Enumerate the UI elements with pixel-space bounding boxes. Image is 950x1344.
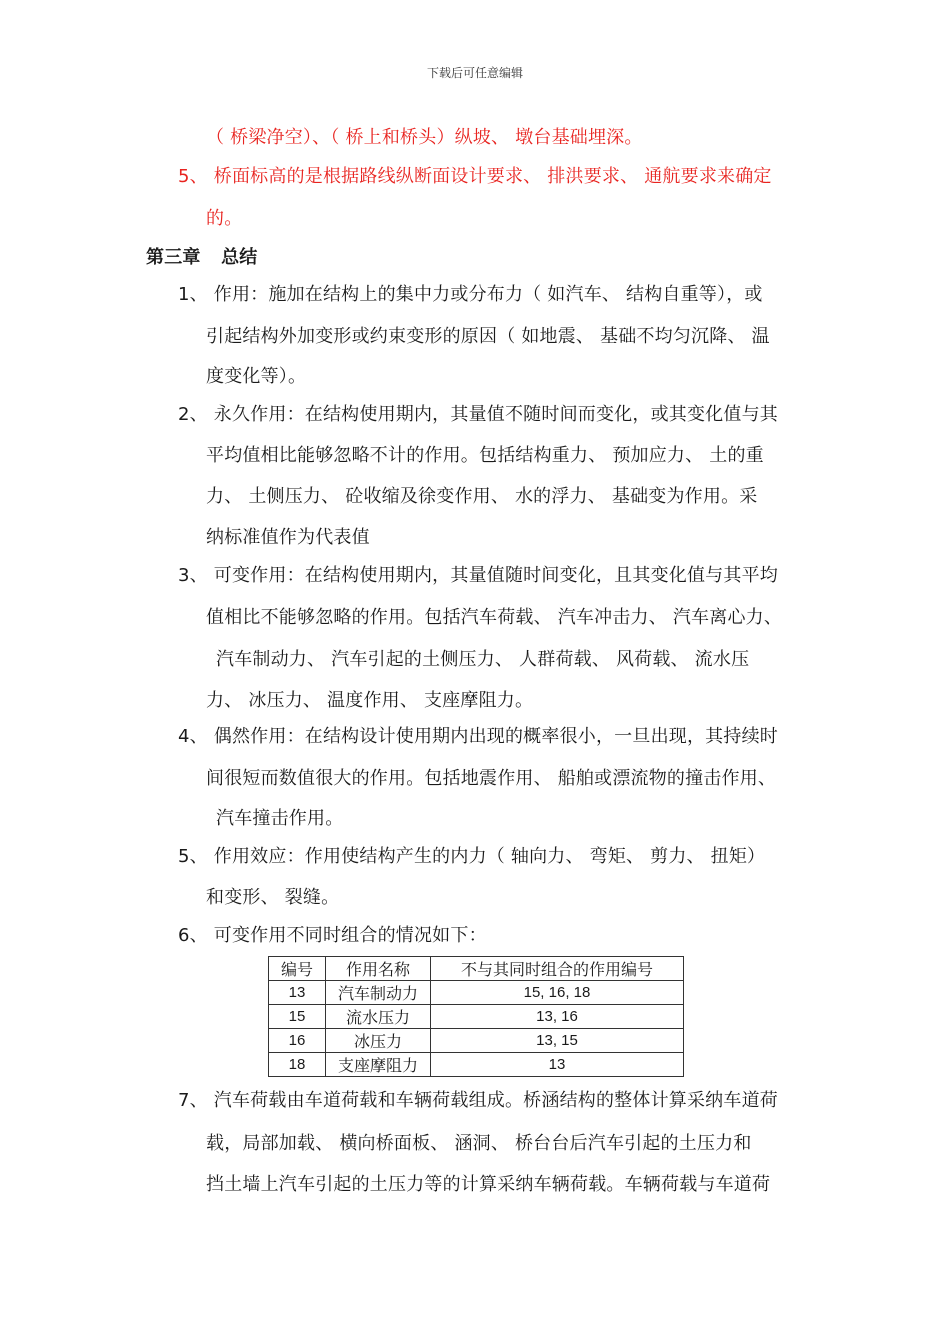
text-line: 值相比不能够忽略的作用。包括汽车荷载、 汽车冲击力、 汽车离心力、: [206, 607, 783, 628]
table-cell: 13: [431, 1053, 684, 1077]
table-cell: 15: [269, 1005, 326, 1029]
table-cell: 冰压力: [326, 1029, 431, 1053]
combination-table: [268, 956, 684, 1077]
text-line: 汽车撞击作用。: [216, 808, 344, 829]
table-cell: 15, 16, 18: [431, 981, 684, 1005]
text-line: 7、 汽车荷载由车道荷载和车辆荷载组成。桥涵结构的整体计算采纳车道荷: [178, 1090, 778, 1111]
table-row: [269, 981, 684, 1005]
text-line: 挡土墙上汽车引起的土压力等的计算采纳车辆荷载。车辆荷载与车道荷: [206, 1174, 771, 1195]
table-cell: 13, 16: [431, 1005, 684, 1029]
table-cell: 汽车制动力: [326, 981, 431, 1005]
text-line: 5、 桥面标高的是根据路线纵断面设计要求、 排洪要求、 通航要求来确定: [178, 166, 772, 187]
table-header-row: [269, 957, 684, 981]
table-cell: 13: [269, 981, 326, 1005]
chapter-heading: 第三章 总结: [146, 247, 258, 268]
text-line: 平均值相比能够忽略不计的作用。包括结构重力、 预加应力、 土的重: [206, 445, 764, 466]
text-line: 引起结构外加变形或约束变形的原因（ 如地震、 基础不均匀沉降、 温: [206, 326, 770, 347]
table-header-cell: 不与其同时组合的作用编号: [431, 957, 684, 981]
page-header: 下载后可任意编辑: [426, 66, 523, 80]
table-row: [269, 1005, 684, 1029]
table-row: [269, 1053, 684, 1077]
text-line: 力、 土侧压力、 砼收缩及徐变作用、 水的浮力、 基础变为作用。采: [206, 486, 758, 507]
table-header-cell: 编号: [269, 957, 326, 981]
text-line: 间很短而数值很大的作用。包括地震作用、 船舶或漂流物的撞击作用、: [206, 768, 777, 789]
text-line: 1、 作用：施加在结构上的集中力或分布力（ 如汽车、 结构自重等），或: [178, 284, 763, 305]
text-line: 力、 冰压力、 温度作用、 支座摩阻力。: [206, 690, 534, 711]
text-line: 汽车制动力、 汽车引起的土侧压力、 人群荷载、 风荷载、 流水压: [216, 649, 750, 670]
table-cell: 13, 15: [431, 1029, 684, 1053]
table-header-cell: 作用名称: [326, 957, 431, 981]
text-line: 度变化等）。: [206, 366, 307, 387]
text-line: （ 桥梁净空）、（ 桥上和桥头）纵坡、 墩台基础埋深。: [206, 127, 643, 148]
text-line: 和变形、 裂缝。: [206, 887, 340, 908]
table-cell: 流水压力: [326, 1005, 431, 1029]
text-line: 4、 偶然作用：在结构设计使用期内出现的概率很小，一旦出现，其持续时: [178, 726, 778, 747]
text-line: 6、 可变作用不同时组合的情况如下：: [178, 925, 487, 946]
table-row: [269, 1029, 684, 1053]
text-line: 5、 作用效应：作用使结构产生的内力（ 轴向力、 弯矩、 剪力、 扭矩）: [178, 846, 766, 867]
table-cell: 16: [269, 1029, 326, 1053]
text-line: 的。: [206, 208, 243, 229]
text-line: 2、 永久作用：在结构使用期内，其量值不随时间而变化，或其变化值与其: [178, 404, 778, 425]
text-line: 纳标准值作为代表值: [206, 527, 370, 548]
table-cell: 支座摩阻力: [326, 1053, 431, 1077]
text-line: 3、 可变作用：在结构使用期内，其量值随时间变化，且其变化值与其平均: [178, 565, 778, 586]
table-cell: 18: [269, 1053, 326, 1077]
text-line: 载，局部加载、 横向桥面板、 涵洞、 桥台台后汽车引起的土压力和: [206, 1133, 752, 1154]
